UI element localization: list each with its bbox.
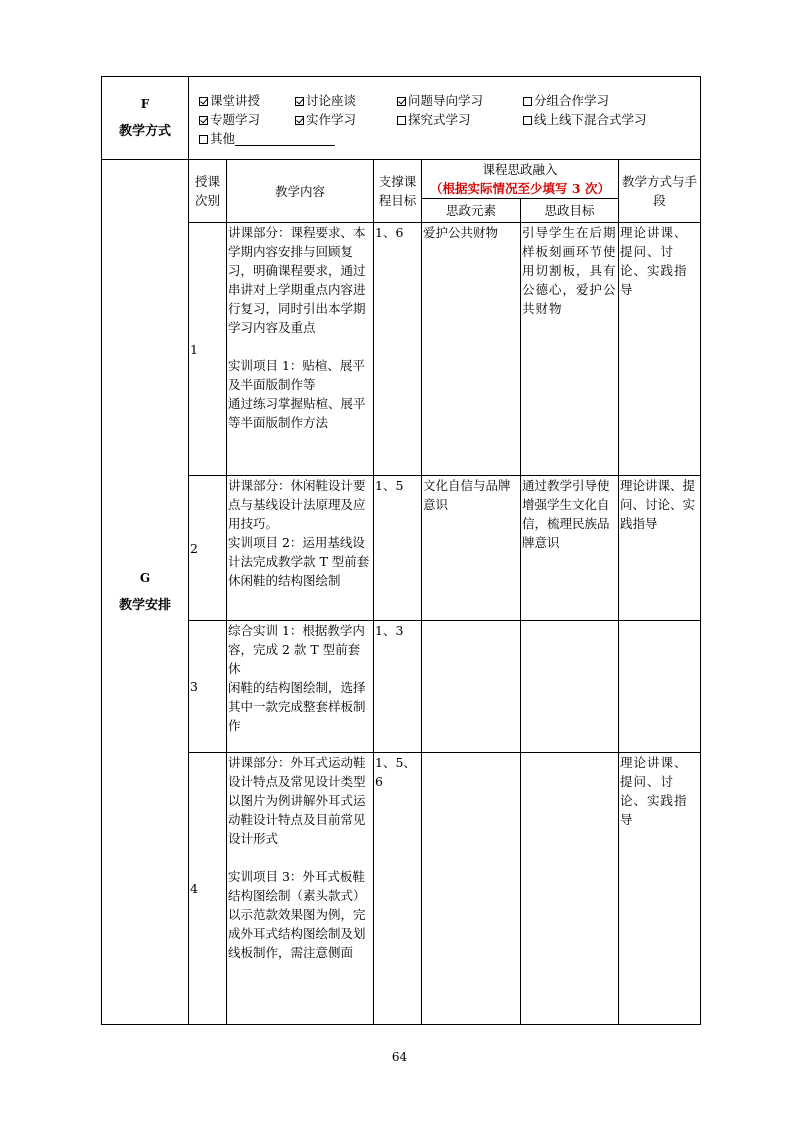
checkbox-checked-icon[interactable] — [397, 97, 406, 106]
method-cell — [619, 621, 701, 753]
header-content: 教学内容 — [227, 160, 374, 223]
method-cell: 理论讲课、提问、讨论、实践指导 — [619, 476, 701, 621]
objective-cell: 1、3 — [374, 621, 422, 753]
checkbox-checked-icon[interactable] — [199, 97, 208, 106]
page-number: 64 — [391, 1050, 408, 1064]
checkbox-unchecked-icon[interactable] — [199, 135, 208, 144]
element-cell — [422, 753, 521, 1025]
section-f-code: F — [140, 97, 150, 111]
method-label: 线上线下混合式学习 — [534, 112, 647, 127]
header-method: 教学方式与手段 — [619, 160, 701, 223]
method-item[interactable] — [397, 110, 523, 129]
content-cell: 讲课部分：课程要求、本学期内容安排与回顾复习，明确课程要求，通过串讲对上学期重点内容进行复习，同时引出本学期学习内容及重点 实训项目 1：贴楦、展平及半面版制作等 通过练习掌握贴楦、展平等半面版制作方法 — [227, 223, 374, 476]
content-cell: 讲课部分：休闲鞋设计要点与基线设计法原理及应用技巧。 实训项目 2：运用基线设计法完成教学款 T 型前套休闲鞋的结构图绘制 — [227, 476, 374, 621]
method-item[interactable] — [199, 91, 295, 110]
content-cell: 综合实训 1：根据教学内容，完成 2 款 T 型前套休 闲鞋的结构图绘制，选择其中一款完成整套样板制作 — [227, 621, 374, 753]
section-g-code: G — [139, 571, 151, 585]
teaching-method-row — [102, 77, 701, 160]
content-cell: 讲课部分：外耳式运动鞋设计特点及常见设计类型 以图片为例讲解外耳式运动鞋设计特点及目前常见设计形式 实训项目 3：外耳式板鞋结构图绘制（素头款式）以示范款效果图为例，完成外耳式结构图绘制及划 线板制作，需注意侧面 — [227, 753, 374, 1025]
method-label: 探究式学习 — [408, 112, 471, 127]
method-label: 课堂讲授 — [210, 93, 261, 108]
method-item[interactable] — [295, 110, 397, 129]
checkbox-unchecked-icon[interactable] — [523, 116, 532, 125]
element-cell — [422, 621, 521, 753]
table-row — [102, 476, 701, 621]
element-cell: 文化自信与品牌意识 — [422, 476, 521, 621]
method-label: 其他 — [210, 131, 236, 146]
other-fill-line[interactable] — [235, 131, 335, 146]
method-label: 问题导向学习 — [408, 93, 484, 108]
session-number: 2 — [189, 476, 227, 621]
method-cell: 理论讲课、提问、讨论、实践指导 — [619, 753, 701, 1025]
goal-cell — [521, 753, 619, 1025]
checkbox-unchecked-icon[interactable] — [523, 97, 532, 106]
section-f-name: 教学方式 — [118, 124, 171, 139]
method-item[interactable] — [397, 91, 523, 110]
checkbox-checked-icon[interactable] — [295, 97, 304, 106]
table-row — [102, 223, 701, 476]
method-row-3 — [199, 129, 694, 148]
section-g-label — [102, 160, 189, 1025]
method-label: 实作学习 — [306, 112, 357, 127]
method-row-1 — [199, 91, 694, 110]
session-number: 4 — [189, 753, 227, 1025]
teaching-method-options — [189, 77, 701, 160]
objective-cell: 1、5、6 — [374, 753, 422, 1025]
checkbox-checked-icon[interactable] — [199, 116, 208, 125]
method-label: 讨论座谈 — [306, 93, 357, 108]
header-ideology — [422, 160, 619, 199]
session-number: 3 — [189, 621, 227, 753]
method-item[interactable] — [295, 91, 397, 110]
header-ideology-title: 课程思政融入 — [482, 162, 558, 177]
header-goal: 思政目标 — [521, 199, 619, 223]
checkbox-unchecked-icon[interactable] — [397, 116, 406, 125]
header-element: 思政元素 — [422, 199, 521, 223]
table-row — [102, 753, 701, 1025]
header-objective: 支撑课程目标 — [374, 160, 422, 223]
element-cell: 爱护公共财物 — [422, 223, 521, 476]
header-ideology-note: （根据实际情况至少填写 3 次） — [430, 181, 610, 196]
method-cell: 理论讲课、提问、讨论、实践指导 — [619, 223, 701, 476]
checkbox-checked-icon[interactable] — [295, 116, 304, 125]
method-label: 分组合作学习 — [534, 93, 610, 108]
goal-cell: 通过教学引导使增强学生文化自信，梳理民族品牌意识 — [521, 476, 619, 621]
session-number: 1 — [189, 223, 227, 476]
method-label: 专题学习 — [210, 112, 261, 127]
header-row-1 — [102, 160, 701, 199]
method-row-2 — [199, 110, 694, 129]
method-item[interactable] — [523, 110, 647, 129]
method-item[interactable] — [199, 129, 335, 148]
section-f-label — [102, 77, 189, 160]
table-row — [102, 621, 701, 753]
method-item[interactable] — [523, 91, 609, 110]
objective-cell: 1、6 — [374, 223, 422, 476]
goal-cell: 引导学生在后期样板刻画环节使用切割板，具有公德心，爱护公共财物 — [521, 223, 619, 476]
objective-cell: 1、5 — [374, 476, 422, 621]
goal-cell — [521, 621, 619, 753]
course-table — [101, 76, 701, 1025]
section-g-name: 教学安排 — [118, 598, 171, 613]
method-item[interactable] — [199, 110, 295, 129]
header-session: 授课次别 — [189, 160, 227, 223]
